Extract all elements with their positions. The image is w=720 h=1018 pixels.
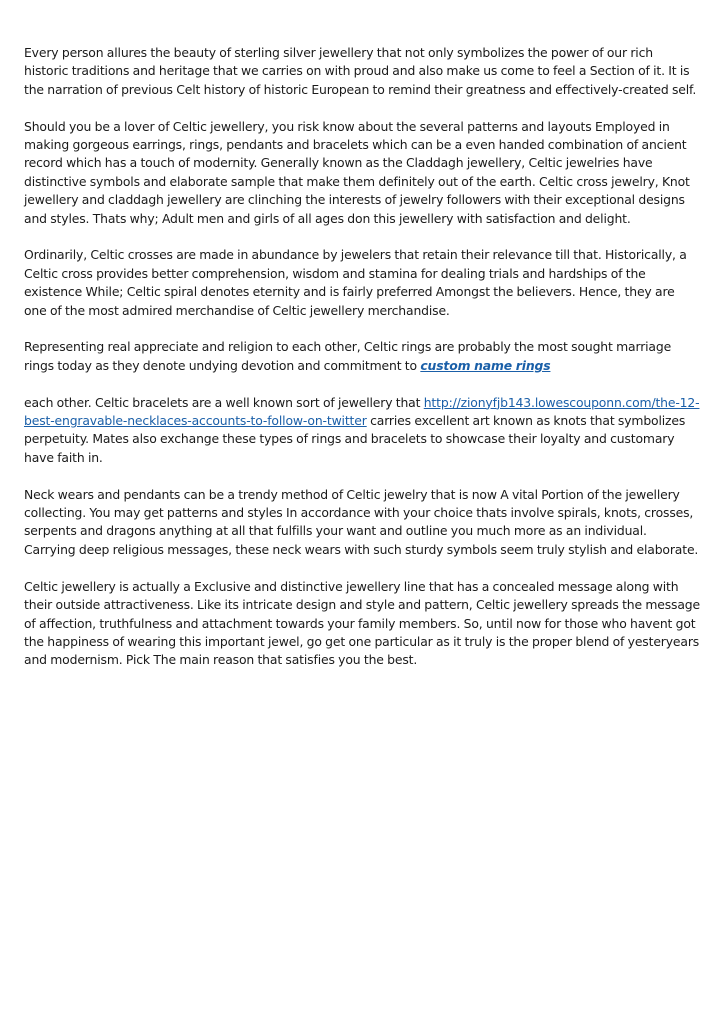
custom-name-rings-link[interactable]: custom name rings bbox=[420, 357, 551, 373]
paragraph-5-text-after: carries excellent art known as knots that symbolizes perpetuity. Mates also exchange these types of rings and bracelets to showcase their loyalty and customary have faith in. bbox=[24, 413, 686, 465]
paragraph-2: Should you be a lover of Celtic jewellery, you risk know about the several patterns and layouts Employed in making gorgeous earrings, rings, pendants and bracelets which can be a even handed combination of ancient record which has a touch of modernity. Generally known as the Claddagh jewellery, Celtic jewelries have distinctive symbols and elaborate sample that make them definitely out of the earth. Celtic cross jewelry, Knot jewellery and claddagh jewellery are clinching the interests of jewelry followers with their exceptional designs and styles. Thats why; Adult men and girls of all ages don this jewellery with satisfaction and delight. bbox=[24, 118, 690, 226]
article-url-link[interactable]: http://zionyfjb143.lowescouponn.com/the-12-best-engravable-necklaces-accounts-to-follow-on-twitter bbox=[24, 394, 700, 429]
paragraph-5 bbox=[24, 394, 700, 468]
paragraph-5-text-before: each other. Celtic bracelets are a well known sort of jewellery that bbox=[24, 394, 424, 410]
paragraph-3: Ordinarily, Celtic crosses are made in abundance by jewelers that retain their relevance till that. Historically, a Celtic cross provides better comprehension, wisdom and stamina for dealing trials and hardships of the existence While; Celtic spiral denotes eternity and is fairly preferred Amongst the believers. Hence, they are one of the most admired merchandise of Celtic jewellery merchandise. bbox=[24, 247, 687, 318]
document-body bbox=[24, 44, 700, 688]
paragraph-6: Neck wears and pendants can be a trendy method of Celtic jewelry that is now A vital Portion of the jewellery collecting. You may get patterns and styles In accordance with your choice thats involve spirals, knots, crosses, serpents and dragons anything at all that fulfills your want and outline you much more as an individual. Carrying deep religious messages, these neck wears with such sturdy symbols seem truly stylish and elaborate. bbox=[24, 486, 699, 557]
paragraph-4-text: Representing real appreciate and religion to each other, Celtic rings are probably the most sought marriage rings today as they denote undying devotion and commitment to bbox=[24, 339, 672, 373]
paragraph-7: Celtic jewellery is actually a Exclusive and distinctive jewellery line that has a concealed message along with their outside attractiveness. Like its intricate design and style and pattern, Celtic jewellery spreads the message of affection, truthfulness and attachment towards your family members. So, until now for those who havent got the happiness of wearing this important jewel, go get one particular as it truly is the proper blend of yesteryears and modernism. Pick The main reason that satisfies you the best. bbox=[24, 578, 700, 668]
paragraph-4 bbox=[24, 338, 700, 375]
paragraph-1: Every person allures the beauty of sterling silver jewellery that not only symbolizes the power of our rich historic traditions and heritage that we carries on with proud and also make us come to feel a Section of it. It is the narration of previous Celt history of historic European to remind their greatness and effectively-created self. bbox=[24, 45, 697, 97]
